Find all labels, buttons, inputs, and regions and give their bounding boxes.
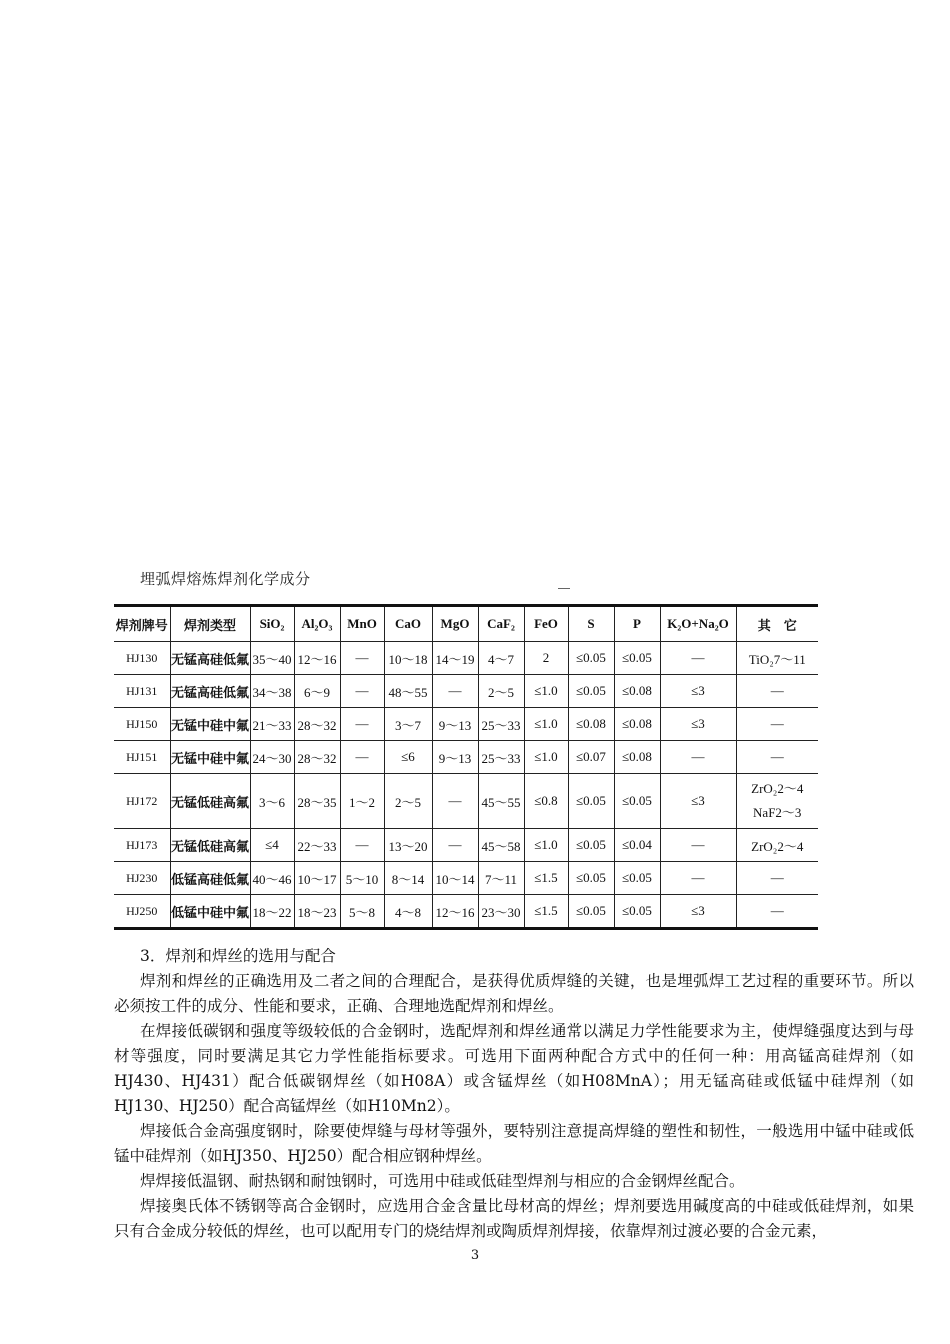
table-cell: 28～32 <box>294 708 340 741</box>
table-cell: 34～38 <box>250 675 294 708</box>
table-cell: ≤1.5 <box>524 862 568 895</box>
section-heading: 3．焊剂和焊丝的选用与配合 <box>140 947 336 965</box>
flux-brand-cell: HJ250 <box>114 895 170 929</box>
table-cell: ≤0.05 <box>614 642 660 675</box>
column-header: CaF₂ <box>478 606 524 642</box>
table-cell: 45～55 <box>478 774 524 829</box>
table-cell: ≤1.0 <box>524 675 568 708</box>
table-cell: 4～7 <box>478 642 524 675</box>
table-cell: 18～22 <box>250 895 294 929</box>
table-cell: 14～19 <box>432 642 478 675</box>
table-cell: 24～30 <box>250 741 294 774</box>
table-cell: ≤3 <box>660 708 736 741</box>
flux-brand-cell: HJ173 <box>114 829 170 862</box>
table-cell: — <box>736 741 818 774</box>
table-cell: 40～46 <box>250 862 294 895</box>
table-cell: — <box>340 708 384 741</box>
table-row <box>114 708 818 741</box>
table-cell: ≤3 <box>660 895 736 929</box>
table-cell: 28～35 <box>294 774 340 829</box>
flux-brand-cell: HJ172 <box>114 774 170 829</box>
table-cell: — <box>660 741 736 774</box>
body-text <box>114 944 914 1244</box>
flux-brand-cell: HJ130 <box>114 642 170 675</box>
table-cell: — <box>660 642 736 675</box>
table-cell: 21～33 <box>250 708 294 741</box>
table-cell: — <box>736 675 818 708</box>
table-cell: 25～33 <box>478 708 524 741</box>
flux-type-cell: 低锰中硅中氟 <box>170 895 250 929</box>
table-cell: 12～16 <box>432 895 478 929</box>
flux-type-cell: 无锰高硅低氟 <box>170 675 250 708</box>
paragraph-1: 焊剂和焊丝的正确选用及二者之间的合理配合，是获得优质焊缝的关键，也是埋弧焊工艺过程的重要环节。所以必须按工件的成分、性能和要求，正确、合理地选配焊剂和焊丝。 <box>114 972 914 1015</box>
table-cell: 23～30 <box>478 895 524 929</box>
table-cell: 5～10 <box>340 862 384 895</box>
paragraph-3: 焊接低合金高强度钢时，除要使焊缝与母材等强外，要特别注意提高焊缝的塑性和韧性，一般选用中锰中硅或低锰中硅焊剂（如HJ350、HJ250）配合相应钢种焊丝。 <box>114 1122 914 1165</box>
column-header: 焊剂类型 <box>170 606 250 642</box>
column-header: Al₂O₃ <box>294 606 340 642</box>
table-cell: 28～32 <box>294 741 340 774</box>
table-caption: 埋弧焊熔炼焊剂化学成分 <box>140 570 311 588</box>
table-cell: ≤0.08 <box>614 708 660 741</box>
table-cell: — <box>340 642 384 675</box>
table-cell: TiO₂7～11 <box>736 642 818 675</box>
table-cell: 8～14 <box>384 862 432 895</box>
table-cell: ≤0.05 <box>568 862 614 895</box>
table-cell: ZrO₂2～4 <box>736 829 818 862</box>
table-cell: 1～2 <box>340 774 384 829</box>
table-cell: ≤0.05 <box>568 829 614 862</box>
table-cell: ≤0.05 <box>568 642 614 675</box>
column-header: K₂O+Na₂O <box>660 606 736 642</box>
table-cell: — <box>736 862 818 895</box>
table-cell: 25～33 <box>478 741 524 774</box>
paragraph-5: 焊接奥氏体不锈钢等高合金钢时，应选用合金含量比母材高的焊丝；焊剂要选用碱度高的中硅或低硅焊剂，如果只有合金成分较低的焊丝，也可以配用专门的烧结焊剂或陶质焊剂焊接，依靠焊剂过渡必要的合金元素， <box>114 1197 914 1240</box>
column-header: MnO <box>340 606 384 642</box>
table-cell: ≤0.08 <box>568 708 614 741</box>
table-cell: ≤0.05 <box>614 895 660 929</box>
table-row <box>114 675 818 708</box>
table-cell: ≤0.08 <box>614 741 660 774</box>
table-cell: — <box>340 675 384 708</box>
flux-brand-cell: HJ151 <box>114 741 170 774</box>
table-cell: — <box>660 862 736 895</box>
caption-dash <box>558 588 570 589</box>
table-cell: 9～13 <box>432 741 478 774</box>
flux-type-cell: 无锰低硅高氟 <box>170 774 250 829</box>
table-cell: 35～40 <box>250 642 294 675</box>
cell-line: ZrO₂2～4 <box>751 781 804 796</box>
table-cell: ≤0.05 <box>568 774 614 829</box>
column-header: SiO₂ <box>250 606 294 642</box>
flux-composition-table <box>114 604 818 930</box>
table-cell: ≤0.05 <box>614 862 660 895</box>
table-cell: 10～17 <box>294 862 340 895</box>
table-cell: ≤0.07 <box>568 741 614 774</box>
table-cell: ≤3 <box>660 774 736 829</box>
table-row <box>114 829 818 862</box>
column-header: 焊剂牌号 <box>114 606 170 642</box>
table-cell: — <box>340 829 384 862</box>
table-cell: ≤1.0 <box>524 708 568 741</box>
table-cell: 4～8 <box>384 895 432 929</box>
table-cell: 9～13 <box>432 708 478 741</box>
table-cell: — <box>736 708 818 741</box>
table-cell: ≤0.05 <box>568 675 614 708</box>
table-row <box>114 741 818 774</box>
table-cell: 6～9 <box>294 675 340 708</box>
flux-type-cell: 无锰高硅低氟 <box>170 642 250 675</box>
table-row <box>114 642 818 675</box>
table-cell: 18～23 <box>294 895 340 929</box>
table-cell: 12～16 <box>294 642 340 675</box>
table-cell: — <box>340 741 384 774</box>
table-cell: 7～11 <box>478 862 524 895</box>
table-cell: 10～14 <box>432 862 478 895</box>
table-cell: ≤4 <box>250 829 294 862</box>
table-cell: 5～8 <box>340 895 384 929</box>
column-header: MgO <box>432 606 478 642</box>
table-cell: ≤1.0 <box>524 829 568 862</box>
flux-type-cell: 无锰中硅中氟 <box>170 741 250 774</box>
table-cell: 2～5 <box>478 675 524 708</box>
table-cell: ≤0.05 <box>568 895 614 929</box>
column-header: FeO <box>524 606 568 642</box>
flux-type-cell: 无锰低硅高氟 <box>170 829 250 862</box>
table-cell: 45～58 <box>478 829 524 862</box>
table-cell: ≤0.04 <box>614 829 660 862</box>
flux-brand-cell: HJ150 <box>114 708 170 741</box>
table-cell: 2～5 <box>384 774 432 829</box>
table-row <box>114 895 818 929</box>
table-cell: ≤0.05 <box>614 774 660 829</box>
column-header: S <box>568 606 614 642</box>
flux-type-cell: 低锰高硅低氟 <box>170 862 250 895</box>
flux-brand-cell: HJ230 <box>114 862 170 895</box>
table-row <box>114 862 818 895</box>
table-cell <box>736 774 818 829</box>
page-number: 3 <box>470 1248 480 1263</box>
table-cell: 48～55 <box>384 675 432 708</box>
flux-brand-cell: HJ131 <box>114 675 170 708</box>
table-cell: 13～20 <box>384 829 432 862</box>
table-cell: — <box>736 895 818 929</box>
table-cell: — <box>432 774 478 829</box>
table-cell: ≤6 <box>384 741 432 774</box>
cell-line: NaF2～3 <box>753 805 802 820</box>
table-cell: ≤3 <box>660 675 736 708</box>
table-cell: 3～6 <box>250 774 294 829</box>
column-header: 其 它 <box>736 606 818 642</box>
column-header: CaO <box>384 606 432 642</box>
column-header: P <box>614 606 660 642</box>
table-cell: — <box>432 829 478 862</box>
table-header-row <box>114 606 818 642</box>
table-cell: — <box>432 675 478 708</box>
table-cell: 3～7 <box>384 708 432 741</box>
table-row <box>114 774 818 829</box>
table-cell: ≤1.5 <box>524 895 568 929</box>
table-cell: 22～33 <box>294 829 340 862</box>
flux-type-cell: 无锰中硅中氟 <box>170 708 250 741</box>
table-cell: ≤0.8 <box>524 774 568 829</box>
table-cell: ≤1.0 <box>524 741 568 774</box>
table-cell: 2 <box>524 642 568 675</box>
table-cell: ≤0.08 <box>614 675 660 708</box>
table-cell: 10～18 <box>384 642 432 675</box>
paragraph-2: 在焊接低碳钢和强度等级较低的合金钢时，选配焊剂和焊丝通常以满足力学性能要求为主，使焊缝强度达到与母材等强度，同时要满足其它力学性能指标要求。可选用下面两种配合方式中的任何一种：用高锰高硅焊剂（如HJ430、HJ431）配合低碳钢焊丝（如H08A）或含锰焊丝（如H08MnA）；用无锰高硅或低锰中硅焊剂（如HJ130、HJ250）配合高锰焊丝（如H10Mn2）。 <box>114 1022 914 1115</box>
paragraph-4: 焊焊接低温钢、耐热钢和耐蚀钢时，可选用中硅或低硅型焊剂与相应的合金钢焊丝配合。 <box>140 1172 745 1190</box>
table-cell: — <box>660 829 736 862</box>
